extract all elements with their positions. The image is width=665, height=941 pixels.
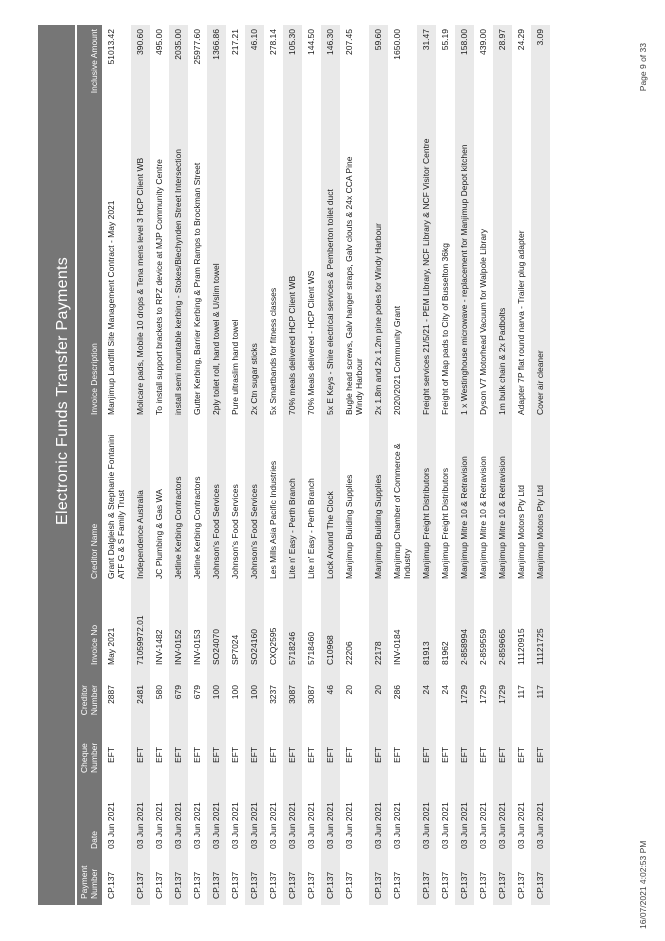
table-cell: Manjimup Building Supplies xyxy=(369,419,388,591)
table-cell: CP.137 xyxy=(369,857,388,905)
column-header: Invoice No xyxy=(77,591,102,679)
table-cell: CP.137 xyxy=(131,857,150,905)
table-cell: 3087 xyxy=(306,685,316,704)
table-row xyxy=(188,25,207,905)
table-cell: 3237 xyxy=(268,685,278,704)
table-cell: EFT xyxy=(440,746,450,763)
table-cell: EFT xyxy=(478,746,488,763)
table-cell: 146.30 xyxy=(321,25,340,127)
table-cell: 03 Jun 2021 xyxy=(306,802,316,849)
table-cell: 5x Smartbands for fitness classes xyxy=(268,287,278,415)
table-cell: Manjimup Landfill Site Management Contract - May 2021 xyxy=(106,200,116,415)
table-cell: EFT xyxy=(268,746,278,763)
table-cell: EFT xyxy=(169,725,188,781)
table-cell: EFT xyxy=(417,725,436,781)
table-cell: EFT xyxy=(230,746,240,763)
table-cell: EFT xyxy=(344,746,354,763)
table-cell: EFT xyxy=(192,746,202,763)
table-cell: 51013.42 xyxy=(106,29,116,65)
table-cell: 70% meals delivered HCP Client WB xyxy=(283,127,302,419)
table-cell: 1366.86 xyxy=(207,25,226,127)
table-cell: 144.50 xyxy=(306,29,316,55)
table-cell: CP.137 xyxy=(493,857,512,905)
table-cell: EFT xyxy=(283,725,302,781)
table-cell: C10968 xyxy=(321,591,340,679)
table-cell: Lite n' Easy - Perth Branch xyxy=(306,478,316,579)
table-cell: Jetline Kerbing Contractors xyxy=(169,419,188,591)
table-cell: 5x E Keys - Shire electrical services & Pemberton toilet duct xyxy=(321,127,340,419)
table-cell: 100 xyxy=(245,679,264,725)
report-title: Electronic Funds Transfer Payments xyxy=(54,256,71,525)
table-cell: EFT xyxy=(392,746,402,763)
table-cell: SO24070 xyxy=(207,591,226,679)
table-cell: 1 x Westinghouse microwave - replacement for Manjimup Depot kitchen xyxy=(455,127,474,419)
table-cell: Manjimup Motors Pty Ltd xyxy=(516,484,526,579)
table-row xyxy=(245,25,264,905)
table-cell: CP.137 xyxy=(154,871,164,899)
table-cell: Adapter 7P flat round narva - Trailer plug adapter xyxy=(516,230,526,415)
table-row xyxy=(455,25,474,905)
table-cell: 2-859665 xyxy=(493,591,512,679)
table-row xyxy=(226,25,245,905)
table-row xyxy=(436,25,455,905)
table-cell: 1729 xyxy=(478,685,488,704)
footer-timestamp: 16/07/2021 4:02:53 PM xyxy=(638,840,648,929)
table-cell: EFT xyxy=(154,746,164,763)
table-row xyxy=(102,25,131,905)
table-body xyxy=(102,25,550,905)
table-cell: 24 xyxy=(417,679,436,725)
table-cell: May 2021 xyxy=(106,627,116,665)
table-cell: 03 Jun 2021 xyxy=(154,802,164,849)
table-row xyxy=(417,25,436,905)
table-row xyxy=(493,25,512,905)
table-cell: 2x 1.8m and 2x 1.2m pine poles for Windy Harbour xyxy=(369,127,388,419)
table-cell: CP.137 xyxy=(531,857,550,905)
table-cell: Lite n' Easy - Perth Branch xyxy=(283,419,302,591)
table-cell: EFT xyxy=(106,746,116,763)
table-cell: 1m bulk chain & 2x Padbolts xyxy=(493,127,512,419)
table-cell: Johnson's Food Services xyxy=(245,419,264,591)
table-cell: 22206 xyxy=(344,641,354,665)
table-cell: 495.00 xyxy=(154,29,164,55)
table-cell: Manjimup Motors Pty Ltd xyxy=(531,419,550,591)
table-cell: Manjimup Building Supplies xyxy=(344,474,354,579)
table-cell: EFT xyxy=(131,725,150,781)
table-cell: 46 xyxy=(321,679,340,725)
table-cell: EFT xyxy=(306,746,316,763)
table-cell: 03 Jun 2021 xyxy=(493,781,512,857)
table-cell: 158.00 xyxy=(455,25,474,127)
table-cell: Lock Around The Clock xyxy=(321,419,340,591)
table-cell: 3.09 xyxy=(531,25,550,127)
table-cell: 03 Jun 2021 xyxy=(192,802,202,849)
column-header: Cheque Number xyxy=(77,725,102,781)
table-cell: 2-858994 xyxy=(455,591,474,679)
table-cell: 71059972.01 xyxy=(131,591,150,679)
table-row xyxy=(321,25,340,905)
table-header xyxy=(77,25,102,905)
table-cell: SO24160 xyxy=(245,591,264,679)
table-cell: 390.60 xyxy=(131,25,150,127)
table-cell: 24.29 xyxy=(516,29,526,51)
table-cell: 03 Jun 2021 xyxy=(283,781,302,857)
table-cell: install semi mountable kerbing - Stokes/Blechynden Street Intersection xyxy=(169,127,188,419)
table-cell: 70% Meals delivered - HCP Client WS xyxy=(306,270,316,415)
table-row xyxy=(512,25,531,905)
table-cell: INV-0184 xyxy=(392,629,402,665)
page-footer xyxy=(638,43,648,929)
table-cell: 5718460 xyxy=(306,631,316,665)
table-cell: 03 Jun 2021 xyxy=(169,781,188,857)
table-cell: 580 xyxy=(154,685,164,700)
table-cell: CP.137 xyxy=(283,857,302,905)
table-row xyxy=(283,25,302,905)
table-cell: 1650.00 xyxy=(392,29,402,60)
table-cell: 03 Jun 2021 xyxy=(455,781,474,857)
table-cell: CXQ2595 xyxy=(268,627,278,665)
table-row xyxy=(207,25,226,905)
table-cell: Bugle head screws, Galv hanger straps, Galv clouts & 24x CCA Pine Windy Harbour xyxy=(344,156,364,415)
table-cell: 25977.60 xyxy=(192,29,202,65)
table-cell: 105.30 xyxy=(283,25,302,127)
report-title-bar xyxy=(38,25,75,905)
table-row xyxy=(531,25,550,905)
table-cell: Dyson V7 Motorhead Vacuum for Walpole Library xyxy=(478,228,488,415)
table-cell: INV-1482 xyxy=(154,629,164,665)
table-row xyxy=(131,25,150,905)
table-cell: Manjimup Mitre 10 & Retravision xyxy=(493,419,512,591)
table-cell: EFT xyxy=(531,725,550,781)
table-cell: 2887 xyxy=(106,685,116,704)
table-cell: CP.137 xyxy=(106,871,116,899)
table-cell: 286 xyxy=(392,685,402,700)
table-cell: 2481 xyxy=(131,679,150,725)
table-cell: 11120915 xyxy=(516,628,526,665)
table-cell: 03 Jun 2021 xyxy=(531,781,550,857)
table-cell: EFT xyxy=(455,725,474,781)
table-cell: 3087 xyxy=(283,679,302,725)
table-row xyxy=(302,25,321,905)
table-cell: 117 xyxy=(531,679,550,725)
column-header: Invoice Description xyxy=(77,127,102,419)
table-cell: Molicare pads, Mobile 10 drops & Tena mens level 3 HCP Client WB xyxy=(131,127,150,419)
table-cell: 46.10 xyxy=(245,25,264,127)
table-cell: CP.137 xyxy=(268,871,278,899)
table-cell: 03 Jun 2021 xyxy=(230,802,240,849)
table-cell: Freight services 21/5/21 - PEM Library, NCF Library & NCF Visitor Centre xyxy=(417,127,436,419)
table-row xyxy=(474,25,493,905)
table-cell: 100 xyxy=(207,679,226,725)
table-cell: 11121725 xyxy=(531,591,550,679)
table-cell: Freight of Map pads to City of Busselton 36kg xyxy=(440,243,450,415)
table-cell: CP.137 xyxy=(169,857,188,905)
table-cell: CP.137 xyxy=(478,871,488,899)
table-cell: Johnson's Food Services xyxy=(230,484,240,579)
payments-table xyxy=(77,25,550,905)
table-cell: Manjimup Mitre 10 & Retravision xyxy=(455,419,474,591)
table-cell: CP.137 xyxy=(344,871,354,899)
table-cell: 207.45 xyxy=(344,29,354,55)
table-cell: 59.60 xyxy=(369,25,388,127)
table-cell: EFT xyxy=(245,725,264,781)
table-cell: Cover air cleaner xyxy=(531,127,550,419)
column-header: Creditor Number xyxy=(77,679,102,725)
table-cell: To install support brackets to RPZ device at MJP Community Centre xyxy=(154,159,164,415)
table-cell: 81913 xyxy=(417,591,436,679)
table-cell: 2-859559 xyxy=(478,629,488,665)
table-cell: 278.14 xyxy=(268,29,278,55)
table-row xyxy=(369,25,388,905)
table-cell: EFT xyxy=(321,725,340,781)
table-cell: 03 Jun 2021 xyxy=(478,802,488,849)
table-cell: 03 Jun 2021 xyxy=(344,802,354,849)
table-cell: 81962 xyxy=(440,641,450,665)
table-cell: 20 xyxy=(369,679,388,725)
table-cell: 2020/2021 Community Grant xyxy=(392,305,402,415)
table-cell: INV-0153 xyxy=(192,629,202,665)
footer-page-number: Page 9 of 33 xyxy=(638,43,648,92)
table-cell: 03 Jun 2021 xyxy=(392,802,402,849)
table-cell: 1729 xyxy=(455,679,474,725)
table-cell: Manjimup Freight Distributors xyxy=(440,467,450,579)
table-cell: CP.137 xyxy=(306,871,316,899)
table-cell: CP.137 xyxy=(192,871,202,899)
table-cell: SP7024 xyxy=(230,634,240,665)
column-header: Payment Number xyxy=(77,857,102,905)
table-cell: 5718246 xyxy=(283,591,302,679)
table-cell: 20 xyxy=(344,685,354,695)
table-cell: CP.137 xyxy=(207,857,226,905)
table-row xyxy=(169,25,188,905)
table-cell: 28.97 xyxy=(493,25,512,127)
table-cell: CP.137 xyxy=(245,857,264,905)
table-cell: 439.00 xyxy=(478,29,488,55)
table-cell: CP.137 xyxy=(392,871,402,899)
table-cell: CP.137 xyxy=(321,857,340,905)
column-header: Creditor Name xyxy=(77,419,102,591)
table-cell: EFT xyxy=(493,725,512,781)
table-cell: CP.137 xyxy=(440,871,450,899)
table-cell: CP.137 xyxy=(230,871,240,899)
table-cell: 117 xyxy=(516,685,526,699)
table-cell: 03 Jun 2021 xyxy=(245,781,264,857)
table-cell: INV-0152 xyxy=(169,591,188,679)
table-cell: EFT xyxy=(516,746,526,763)
table-row xyxy=(340,25,369,905)
table-cell: 03 Jun 2021 xyxy=(417,781,436,857)
table-cell: 679 xyxy=(169,679,188,725)
table-cell: 2ply toilet roll, hand towel & U/slim towel xyxy=(207,127,226,419)
table-cell: Jetline Kerbing Contractors xyxy=(192,476,202,579)
table-cell: CP.137 xyxy=(417,857,436,905)
table-cell: EFT xyxy=(207,725,226,781)
table-cell: 55.19 xyxy=(440,29,450,51)
table-cell: 03 Jun 2021 xyxy=(268,802,278,849)
table-cell: Manjimup Chamber of Commerce & Industry xyxy=(392,443,412,579)
table-cell: 22178 xyxy=(369,591,388,679)
table-row xyxy=(150,25,169,905)
table-cell: Pure ultraslim hand towel xyxy=(230,319,240,415)
table-cell: 31.47 xyxy=(417,25,436,127)
table-cell: 03 Jun 2021 xyxy=(516,802,526,849)
table-cell: 03 Jun 2021 xyxy=(440,802,450,849)
table-cell: 03 Jun 2021 xyxy=(369,781,388,857)
table-cell: 2035.00 xyxy=(169,25,188,127)
table-row xyxy=(388,25,417,905)
table-row xyxy=(264,25,283,905)
table-cell: Manjimup Freight Distributors xyxy=(417,419,436,591)
table-cell: Grant Dalgleish & Stephanie Fontanini ATF G & S Family Trust xyxy=(106,434,126,579)
column-header: Date xyxy=(77,781,102,857)
table-cell: 03 Jun 2021 xyxy=(207,781,226,857)
table-cell: 679 xyxy=(192,685,202,700)
table-cell: CP.137 xyxy=(455,857,474,905)
table-cell: CP.137 xyxy=(516,871,526,899)
table-cell: Independence Australia xyxy=(131,419,150,591)
table-cell: Johnson's Food Services xyxy=(207,419,226,591)
table-cell: 217.21 xyxy=(230,29,240,55)
table-cell: 100 xyxy=(230,685,240,700)
table-cell: Manjimup Mitre 10 & Retravision xyxy=(478,456,488,579)
table-cell: Gutter Kerbing, Barrier Kerbing & Pram Ramps to Brockman Street xyxy=(192,162,202,415)
column-header: Inclusive Amount xyxy=(77,25,102,127)
table-cell: EFT xyxy=(369,725,388,781)
table-cell: 2x Ctn sugar sticks xyxy=(245,127,264,419)
table-cell: 03 Jun 2021 xyxy=(106,802,116,849)
table-cell: 03 Jun 2021 xyxy=(131,781,150,857)
table-cell: JC Plumbing & Gas WA xyxy=(154,489,164,579)
table-cell: 24 xyxy=(440,685,450,695)
table-cell: 03 Jun 2021 xyxy=(321,781,340,857)
table-cell: 1729 xyxy=(493,679,512,725)
header-row xyxy=(77,25,102,905)
table-cell: Les Mills Asia Pacific Industries xyxy=(268,460,278,579)
